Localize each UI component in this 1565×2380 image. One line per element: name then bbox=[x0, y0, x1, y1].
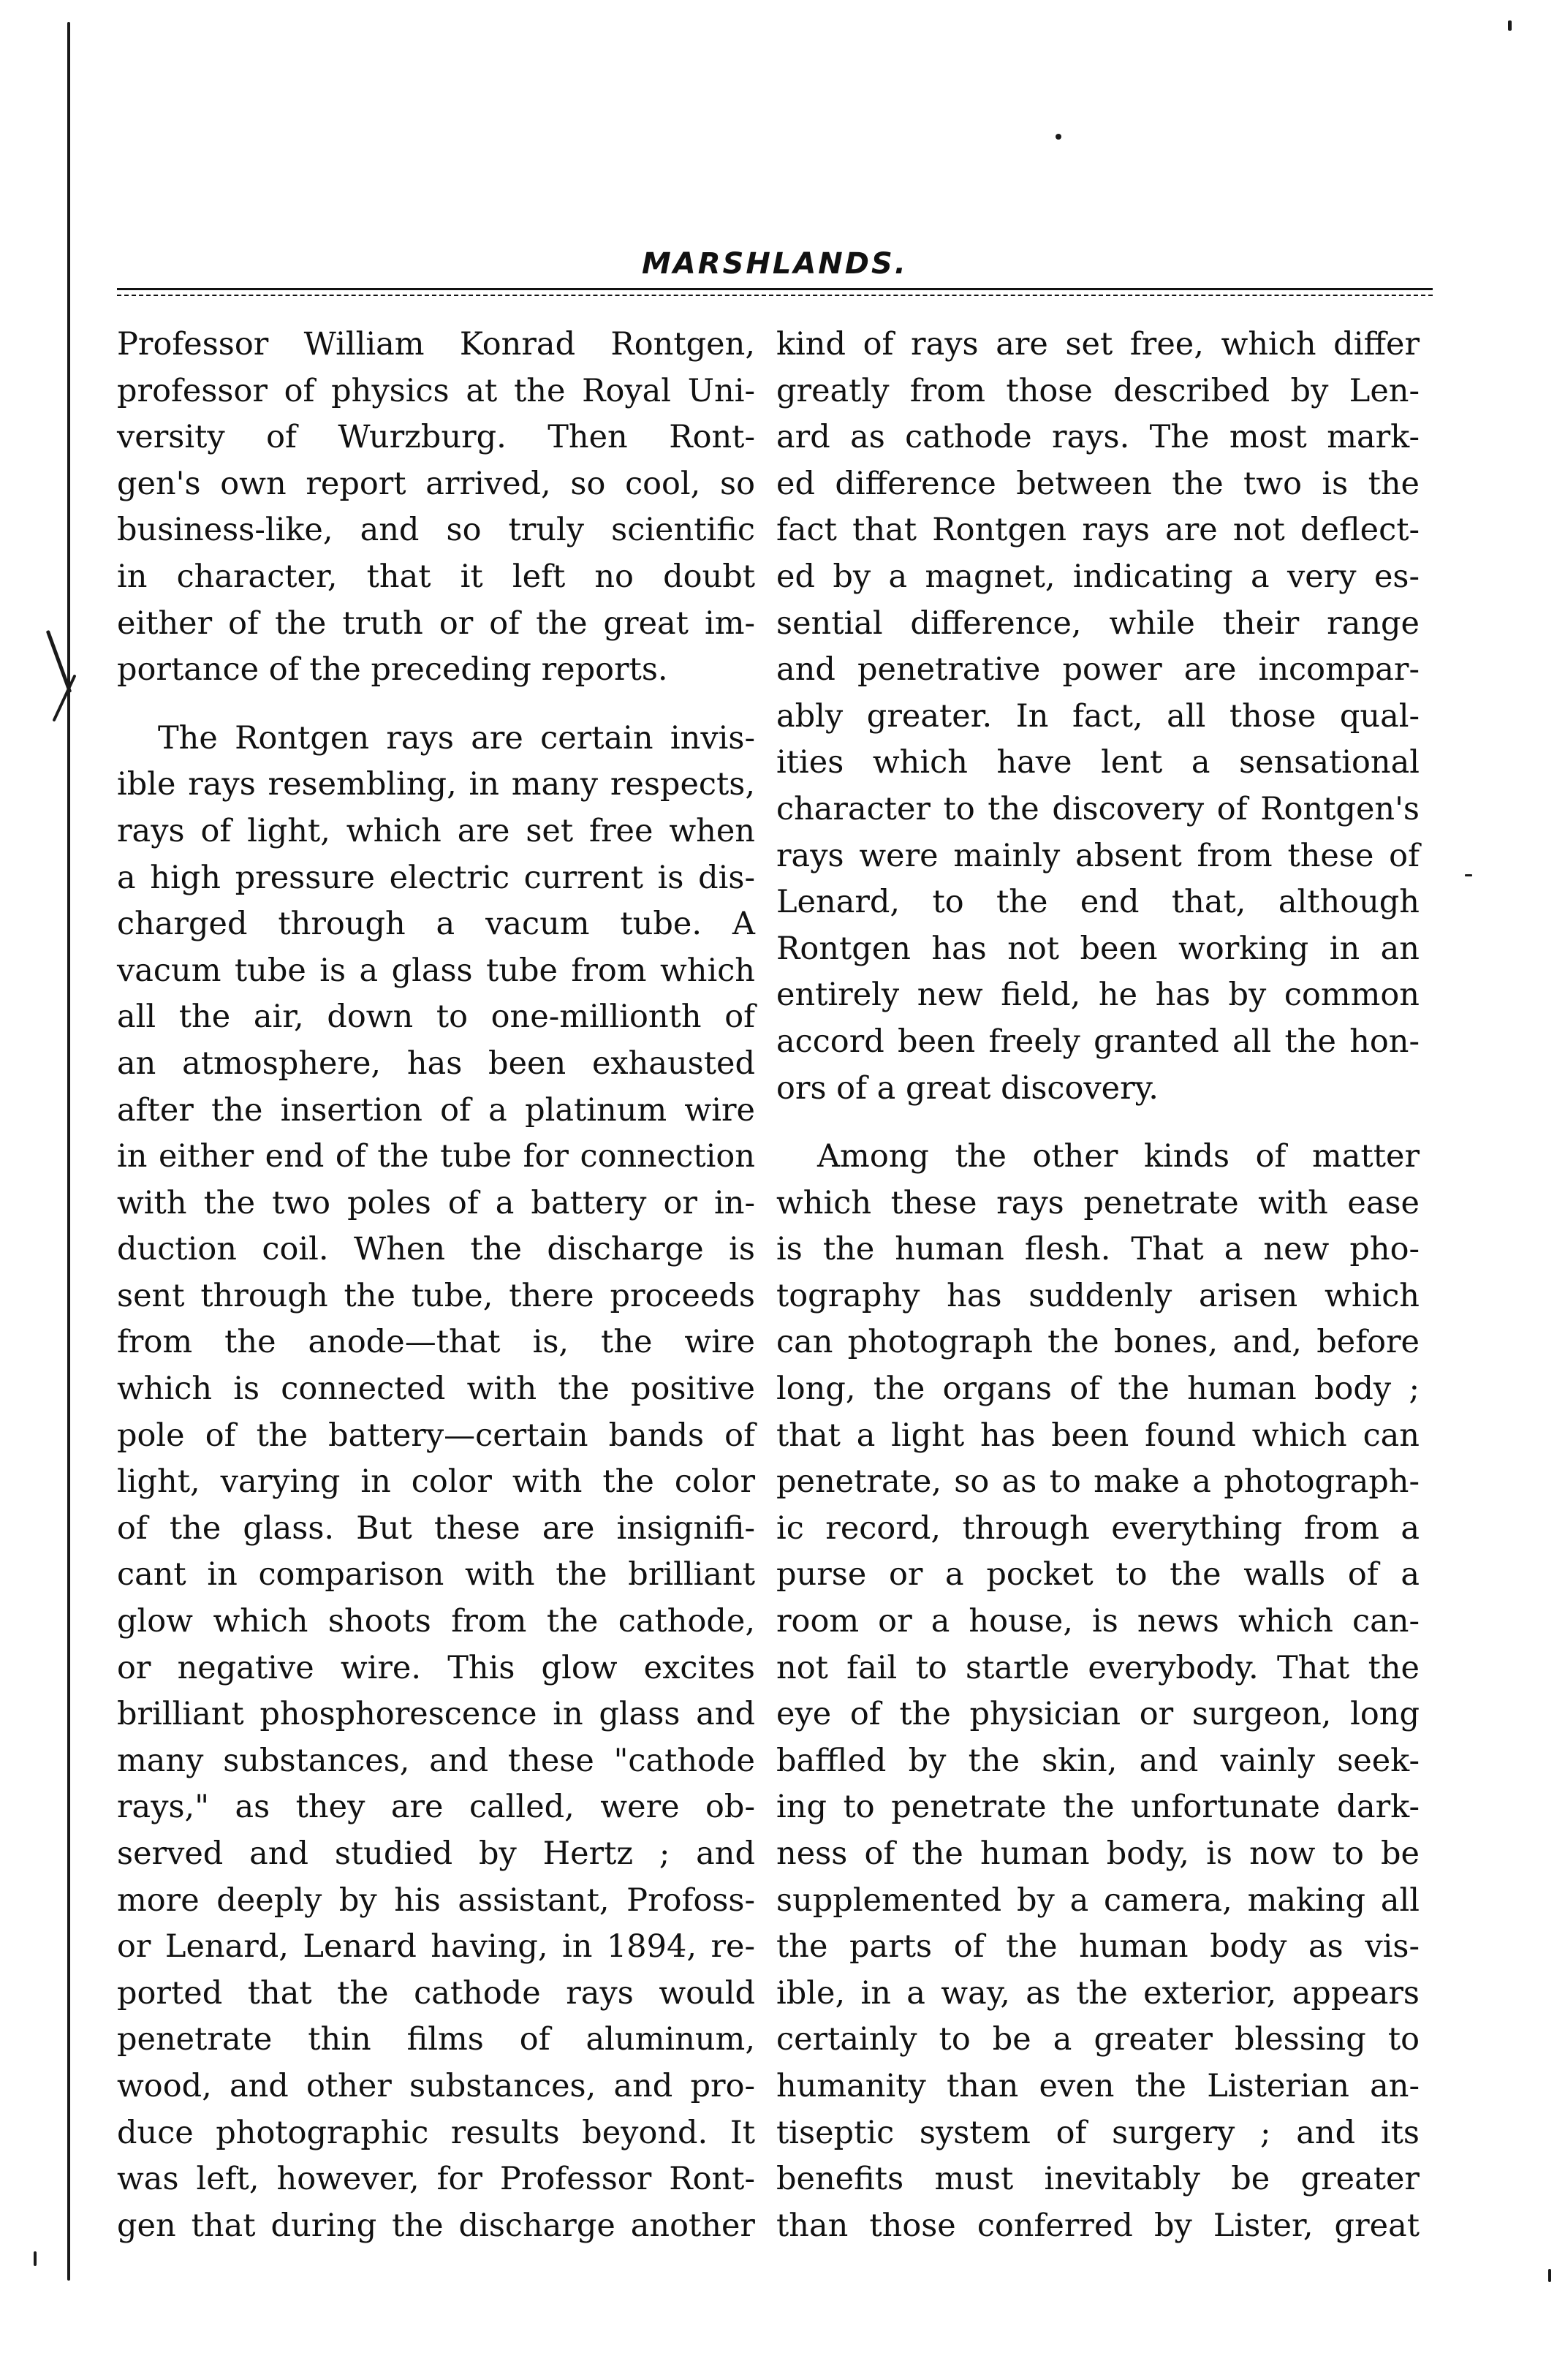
text-line: either of the truth or of the great im- bbox=[117, 605, 755, 642]
text-line: ic record, through everything from a bbox=[776, 1509, 1420, 1547]
text-line: served and studied by Hertz ; and bbox=[117, 1835, 755, 1872]
paragraph bbox=[117, 716, 755, 2250]
text-line: rays," as they are called, were ob- bbox=[117, 1789, 755, 1826]
text-line: Lenard, to the end that, although bbox=[776, 884, 1420, 921]
text-line: character to the discovery of Rontgen's bbox=[776, 790, 1420, 827]
text-line: ed difference between the two is the bbox=[776, 465, 1420, 502]
text-line: an atmosphere, has been exhausted bbox=[117, 1045, 755, 1082]
text-line: certainly to be a greater blessing to bbox=[776, 2021, 1420, 2058]
text-line: of the glass. But these are insignifi- bbox=[117, 1509, 755, 1547]
text-line: greatly from those described by Len- bbox=[776, 372, 1420, 409]
text-line: ported that the cathode rays would bbox=[117, 1974, 755, 2012]
text-line: professor of physics at the Royal Uni- bbox=[117, 372, 755, 409]
text-line: ing to penetrate the unfortunate dark- bbox=[776, 1789, 1420, 1826]
text-line: pole of the battery—certain bands of bbox=[117, 1417, 755, 1454]
text-line: glow which shoots from the cathode, bbox=[117, 1603, 755, 1640]
text-line: kind of rays are set free, which differ bbox=[776, 326, 1420, 363]
text-line: rays of light, which are set free when bbox=[117, 812, 755, 849]
text-line: not fail to startle everybody. That the bbox=[776, 1649, 1420, 1686]
text-line: rays were mainly absent from these of bbox=[776, 837, 1420, 874]
text-line: or Lenard, Lenard having, in 1894, re- bbox=[117, 1928, 755, 1966]
text-line: purse or a pocket to the walls of a bbox=[776, 1556, 1420, 1593]
text-line: business-like, and so truly scientific bbox=[117, 512, 755, 549]
text-line: baffled by the skin, and vainly seek- bbox=[776, 1742, 1420, 1779]
text-line: that a light has been found which can bbox=[776, 1417, 1420, 1454]
text-line: many substances, and these "cathode bbox=[117, 1742, 755, 1779]
text-line: ities which have lent a sensational bbox=[776, 744, 1420, 781]
text-line: more deeply by his assistant, Profoss- bbox=[117, 1881, 755, 1919]
header-rule-dashed bbox=[117, 295, 1433, 296]
text-line: cant in comparison with the brilliant bbox=[117, 1556, 755, 1593]
text-line: duction coil. When the discharge is bbox=[117, 1231, 755, 1268]
text-line: was left, however, for Professor Ront- bbox=[117, 2161, 755, 2198]
text-line: light, varying in color with the color bbox=[117, 1463, 755, 1501]
text-line: which these rays penetrate with ease bbox=[776, 1184, 1420, 1221]
text-line: and penetrative power are incompar- bbox=[776, 651, 1420, 689]
binding-edge-line bbox=[67, 22, 70, 2281]
scan-speck bbox=[1508, 20, 1512, 31]
text-line: accord been freely granted all the hon- bbox=[776, 1023, 1420, 1060]
text-line: with the two poles of a battery or in- bbox=[117, 1184, 755, 1221]
text-line: or negative wire. This glow excites bbox=[117, 1649, 755, 1686]
text-line: humanity than even the Listerian an- bbox=[776, 2067, 1420, 2104]
text-line: duce photographic results beyond. It bbox=[117, 2114, 755, 2151]
text-line: than those conferred by Lister, great bbox=[776, 2207, 1420, 2244]
text-line: fact that Rontgen rays are not deflect- bbox=[776, 512, 1420, 549]
paragraph bbox=[776, 1134, 1420, 2249]
text-line: after the insertion of a platinum wire bbox=[117, 1091, 755, 1129]
text-line: is the human flesh. That a new pho- bbox=[776, 1231, 1420, 1268]
text-line: room or a house, is news which can- bbox=[776, 1603, 1420, 1640]
text-line: sential difference, while their range bbox=[776, 605, 1420, 642]
text-line: wood, and other substances, and pro- bbox=[117, 2067, 755, 2104]
running-head: MARSHLANDS. bbox=[642, 247, 908, 281]
text-line: charged through a vacum tube. A bbox=[117, 906, 755, 943]
text-line: in either end of the tube for connection bbox=[117, 1138, 755, 1175]
left-column bbox=[117, 322, 755, 2249]
text-line: long, the organs of the human body ; bbox=[776, 1371, 1420, 1408]
text-line: ably greater. In fact, all those qual- bbox=[776, 697, 1420, 735]
text-line: in character, that it left no doubt bbox=[117, 558, 755, 595]
text-line: gen's own report arrived, so cool, so bbox=[117, 465, 755, 502]
text-line: versity of Wurzburg. Then Ront- bbox=[117, 419, 755, 456]
text-line: from the anode—that is, the wire bbox=[117, 1324, 755, 1361]
header-rule bbox=[117, 288, 1433, 290]
text-line: gen that during the discharge another bbox=[117, 2207, 755, 2244]
text-line: ed by a magnet, indicating a very es- bbox=[776, 558, 1420, 595]
scan-speck bbox=[1465, 874, 1472, 876]
text-line: supplemented by a camera, making all bbox=[776, 1881, 1420, 1919]
text-line: entirely new field, he has by common bbox=[776, 977, 1420, 1014]
text-line: ness of the human body, is now to be bbox=[776, 1835, 1420, 1872]
text-line: brilliant phosphorescence in glass and bbox=[117, 1696, 755, 1733]
text-line: ors of a great discovery. bbox=[776, 1069, 1159, 1107]
text-line: The Rontgen rays are certain invis- bbox=[158, 719, 755, 757]
text-line: ard as cathode rays. The most mark- bbox=[776, 419, 1420, 456]
scan-speck bbox=[1548, 2269, 1551, 2282]
text-line: sent through the tube, there proceeds bbox=[117, 1277, 755, 1314]
text-line: Rontgen has not been working in an bbox=[776, 930, 1420, 967]
text-line: tiseptic system of surgery ; and its bbox=[776, 2114, 1420, 2151]
text-line: the parts of the human body as vis- bbox=[776, 1928, 1420, 1966]
text-line: Professor William Konrad Rontgen, bbox=[117, 326, 755, 363]
text-line: a high pressure electric current is dis- bbox=[117, 859, 755, 896]
text-line: can photograph the bones, and, before bbox=[776, 1324, 1420, 1361]
text-line: benefits must inevitably be greater bbox=[776, 2161, 1420, 2198]
text-line: which is connected with the positive bbox=[117, 1371, 755, 1408]
paragraph bbox=[117, 322, 755, 694]
text-line: tography has suddenly arisen which bbox=[776, 1277, 1420, 1314]
paragraph bbox=[776, 322, 1420, 1112]
text-line: Among the other kinds of matter bbox=[817, 1138, 1420, 1175]
text-line: ible, in a way, as the exterior, appears bbox=[776, 1974, 1420, 2012]
text-line: eye of the physician or surgeon, long bbox=[776, 1696, 1420, 1733]
text-line: all the air, down to one-millionth of bbox=[117, 998, 755, 1036]
text-line: vacum tube is a glass tube from which bbox=[117, 952, 755, 989]
scan-speck bbox=[1056, 134, 1061, 140]
text-line: penetrate thin films of aluminum, bbox=[117, 2021, 755, 2058]
scan-speck bbox=[34, 2251, 37, 2266]
right-column bbox=[776, 322, 1420, 2249]
text-line: ible rays resembling, in many respects, bbox=[117, 766, 755, 803]
text-line: penetrate, so as to make a photograph- bbox=[776, 1463, 1420, 1501]
text-line: portance of the preceding reports. bbox=[117, 651, 668, 689]
